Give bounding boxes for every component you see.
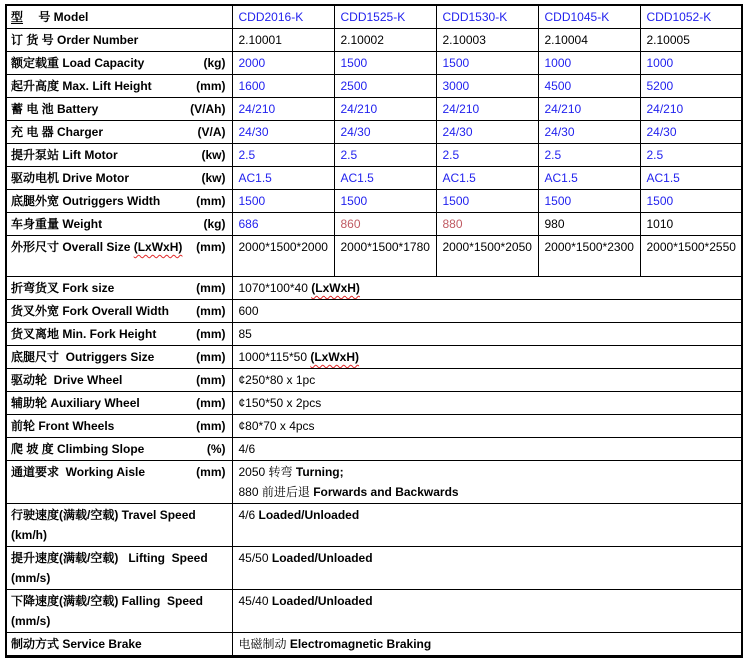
spec-label-cell <box>6 415 232 438</box>
table-row <box>6 504 742 547</box>
spec-unit: (mm) <box>196 281 226 295</box>
spec-value-cell-merged <box>232 633 742 657</box>
spec-unit: (mm/s) <box>11 614 51 628</box>
spec-value-cell: 2000*1500*1780 <box>334 236 436 277</box>
spec-value-cell: 686 <box>232 213 334 236</box>
spec-table <box>5 4 743 658</box>
table-row <box>6 236 742 277</box>
text-segment: 号 Model <box>23 10 89 24</box>
value-line <box>239 324 739 344</box>
spec-label-cell <box>6 590 232 633</box>
table-row <box>6 98 742 121</box>
text-segment: Loaded/Unloaded <box>258 508 360 522</box>
spec-value-cell: 24/30 <box>538 121 640 144</box>
spec-unit: (mm) <box>196 419 226 433</box>
spec-label <box>11 168 129 188</box>
table-row <box>6 392 742 415</box>
spec-label <box>11 53 144 73</box>
spec-label-cell <box>6 5 232 29</box>
text-segment: Forwards and Backwards <box>313 485 459 499</box>
table-row <box>6 190 742 213</box>
spec-value-cell: 1500 <box>436 190 538 213</box>
spec-value-cell: 24/30 <box>334 121 436 144</box>
spec-value-cell: 1500 <box>640 190 742 213</box>
spec-unit: (mm) <box>196 350 226 364</box>
text-segment: ¢250*80 x 1pc <box>238 373 316 387</box>
spec-unit: (mm) <box>196 465 226 479</box>
spec-label <box>11 278 114 298</box>
table-row <box>6 5 742 29</box>
spec-value-cell: 2.10004 <box>538 29 640 52</box>
table-row <box>6 547 742 590</box>
spec-value-cell: 1500 <box>436 52 538 75</box>
text-segment: 货叉离地 Min. Fork Height <box>11 327 157 341</box>
table-row <box>6 438 742 461</box>
spec-label-cell <box>6 121 232 144</box>
value-line <box>239 505 739 525</box>
spec-label <box>11 591 203 611</box>
spec-value-cell-merged <box>232 300 742 323</box>
value-line <box>239 393 739 413</box>
spec-label-cell <box>6 346 232 369</box>
spec-label <box>11 30 138 50</box>
spec-value-cell: 24/210 <box>640 98 742 121</box>
spec-label <box>11 347 154 367</box>
spec-unit: (kw) <box>201 171 226 185</box>
spec-value-cell: 4500 <box>538 75 640 98</box>
spec-value-cell: CDD1045-K <box>538 5 640 29</box>
spec-value-cell-merged <box>232 461 742 504</box>
value-line <box>239 301 739 321</box>
text-segment: 制动方式 Service Brake <box>11 637 142 651</box>
spec-label <box>11 214 102 234</box>
spec-label <box>11 634 142 654</box>
text-segment: 外形尺寸 Overall Size <box>11 240 134 254</box>
spec-label <box>11 122 103 142</box>
text-segment: 驱动电机 Drive Motor <box>11 171 130 185</box>
table-row <box>6 277 742 300</box>
spec-value-cell: 2.5 <box>334 144 436 167</box>
spec-value-cell: 2000*1500*2550 <box>640 236 742 277</box>
spec-label-cell <box>6 369 232 392</box>
spec-value-cell: 1600 <box>232 75 334 98</box>
value-line <box>239 548 739 568</box>
spec-unit: (kw) <box>201 148 226 162</box>
spec-value-cell: 1500 <box>232 190 334 213</box>
table-row <box>6 633 742 657</box>
spec-value-cell: 1500 <box>334 190 436 213</box>
spec-value-cell: 1010 <box>640 213 742 236</box>
spec-value-cell: CDD1525-K <box>334 5 436 29</box>
spec-value-cell-merged <box>232 504 742 547</box>
spec-label-cell <box>6 547 232 590</box>
spec-value-cell: 2500 <box>334 75 436 98</box>
text-segment: 驱动轮 Drive Wheel <box>11 373 123 387</box>
spec-value-cell: 1500 <box>334 52 436 75</box>
spec-value-cell: 2.5 <box>640 144 742 167</box>
spec-label <box>11 301 169 321</box>
spec-label-cell <box>6 167 232 190</box>
spec-label-cell <box>6 98 232 121</box>
spec-value-cell: 2000*1500*2000 <box>232 236 334 277</box>
value-line <box>239 462 739 482</box>
spec-label-cell <box>6 438 232 461</box>
spec-label <box>11 416 114 436</box>
text-segment: 订 货 号 Order Number <box>11 33 139 47</box>
spec-label <box>11 237 182 257</box>
table-row <box>6 75 742 98</box>
spec-label <box>11 393 140 413</box>
table-row <box>6 590 742 633</box>
spec-unit: (mm) <box>196 373 226 387</box>
text-segment: 2050 转弯 <box>238 465 296 479</box>
spec-unit: (%) <box>206 442 226 456</box>
text-segment: 45/40 <box>238 594 272 608</box>
spec-table-body <box>6 5 742 657</box>
text-segment: 600 <box>238 304 259 318</box>
spec-unit: (mm) <box>196 194 226 208</box>
table-row <box>6 300 742 323</box>
text-segment: 通道要求 Working Aisle <box>11 465 146 479</box>
text-segment: 底腿尺寸 Outriggers Size <box>11 350 155 364</box>
spec-value-cell-merged <box>232 547 742 590</box>
spec-value-cell: AC1.5 <box>436 167 538 190</box>
table-row <box>6 52 742 75</box>
spec-label-cell <box>6 75 232 98</box>
text-segment: 下降速度(满载/空载) Falling Speed <box>11 594 204 608</box>
table-row <box>6 144 742 167</box>
spec-value-cell: 2000 <box>232 52 334 75</box>
spec-unit: (mm) <box>196 396 226 410</box>
spec-label-cell <box>6 323 232 346</box>
spec-value-cell-merged <box>232 590 742 633</box>
spec-label-cell <box>6 213 232 236</box>
spec-value-cell: 2000*1500*2050 <box>436 236 538 277</box>
spec-value-cell-merged <box>232 346 742 369</box>
spec-value-cell: 2.5 <box>538 144 640 167</box>
value-line <box>239 634 739 654</box>
spec-value-cell: 2.10001 <box>232 29 334 52</box>
spec-value-cell-merged <box>232 415 742 438</box>
spec-value-cell: 2.10003 <box>436 29 538 52</box>
spec-value-cell: 24/210 <box>232 98 334 121</box>
text-segment: 起升高度 Max. Lift Height <box>11 79 152 93</box>
value-line <box>239 370 739 390</box>
text-segment: 4/6 <box>238 442 256 456</box>
spec-value-cell: 2.10005 <box>640 29 742 52</box>
text-segment: Turning; <box>295 465 344 479</box>
spec-value-cell: 2000*1500*2300 <box>538 236 640 277</box>
spec-label <box>11 439 144 459</box>
spec-value-cell-merged <box>232 323 742 346</box>
spec-value-cell: 980 <box>538 213 640 236</box>
spec-label-cell <box>6 633 232 657</box>
value-line <box>239 591 739 611</box>
spec-label <box>11 324 156 344</box>
table-row <box>6 369 742 392</box>
spec-value-cell: 2.5 <box>232 144 334 167</box>
table-row <box>6 415 742 438</box>
spec-unit: (mm) <box>196 240 226 254</box>
text-segment: 蓄 电 池 Battery <box>11 102 99 116</box>
spec-unit: (V/Ah) <box>190 102 226 116</box>
spec-unit: (mm) <box>196 304 226 318</box>
spec-unit: (mm/s) <box>11 571 51 585</box>
spec-label-cell <box>6 29 232 52</box>
value-line <box>239 416 739 436</box>
spec-value-cell: 24/30 <box>436 121 538 144</box>
table-row <box>6 346 742 369</box>
spec-value-cell: 24/30 <box>232 121 334 144</box>
text-segment: ¢150*50 x 2pcs <box>238 396 322 410</box>
table-row <box>6 121 742 144</box>
table-row <box>6 213 742 236</box>
table-row <box>6 461 742 504</box>
spec-value-cell: 1000 <box>538 52 640 75</box>
text-segment: Loaded/Unloaded <box>271 594 373 608</box>
text-segment: Electromagnetic Braking <box>289 637 432 651</box>
text-segment: (LxWxH) <box>133 240 183 254</box>
text-segment: ¢80*70 x 4pcs <box>238 419 315 433</box>
spec-value-cell-merged <box>232 392 742 415</box>
text-segment: 提升速度(满载/空载) Lifting Speed <box>11 551 208 565</box>
text-segment: 前轮 Front Wheels <box>11 419 115 433</box>
spec-value-cell: CDD1530-K <box>436 5 538 29</box>
spec-label <box>11 145 118 165</box>
spec-value-cell: CDD2016-K <box>232 5 334 29</box>
spec-unit: (mm) <box>196 327 226 341</box>
value-line <box>239 347 739 367</box>
spec-value-cell: CDD1052-K <box>640 5 742 29</box>
table-row <box>6 323 742 346</box>
spec-value-cell: AC1.5 <box>232 167 334 190</box>
text-segment: 辅助轮 Auxiliary Wheel <box>11 396 140 410</box>
spec-label-cell <box>6 392 232 415</box>
spec-value-cell: 860 <box>334 213 436 236</box>
text-segment: 880 前进后退 <box>238 485 314 499</box>
text-segment: 行驶速度(满载/空载) Travel Speed <box>11 508 196 522</box>
spec-value-cell: 2.10002 <box>334 29 436 52</box>
text-segment: 折弯货叉 Fork size <box>11 281 115 295</box>
text-segment: 1000*115*50 <box>238 350 311 364</box>
spec-label <box>11 505 196 525</box>
text-segment: 货叉外宽 Fork Overall Width <box>11 304 169 318</box>
text-segment: 1070*100*40 <box>238 281 312 295</box>
spec-value-cell: 880 <box>436 213 538 236</box>
spec-label-cell <box>6 277 232 300</box>
text-segment: 车身重量 Weight <box>11 217 103 231</box>
table-row <box>6 29 742 52</box>
table-row <box>6 167 742 190</box>
spec-label <box>11 370 122 390</box>
spec-value-cell: 1000 <box>640 52 742 75</box>
text-segment: Loaded/Unloaded <box>271 551 373 565</box>
spec-value-cell: 24/210 <box>334 98 436 121</box>
spec-value-cell-merged <box>232 277 742 300</box>
value-line <box>239 439 739 459</box>
text-segment: 4/6 <box>238 508 259 522</box>
text-segment: 底腿外宽 Outriggers Width <box>11 194 161 208</box>
text-segment: 爬 坡 度 Climbing Slope <box>11 442 145 456</box>
spec-value-cell-merged <box>232 369 742 392</box>
spec-label <box>11 99 98 119</box>
spec-value-cell: AC1.5 <box>538 167 640 190</box>
spec-label-cell <box>6 504 232 547</box>
text-segment: 充 电 器 Charger <box>11 125 104 139</box>
text-segment: (LxWxH) <box>311 281 360 295</box>
spec-value-cell: 3000 <box>436 75 538 98</box>
spec-label-cell <box>6 461 232 504</box>
spec-value-cell: 24/210 <box>538 98 640 121</box>
spec-label <box>11 462 145 482</box>
spec-label-cell <box>6 236 232 277</box>
value-line <box>239 278 739 298</box>
spec-unit: (km/h) <box>11 528 47 542</box>
spec-label <box>11 548 208 568</box>
text-segment: 电磁制动 <box>238 637 290 651</box>
spec-value-cell: 1500 <box>538 190 640 213</box>
text-segment: (LxWxH) <box>310 350 360 364</box>
spec-value-cell: 2.5 <box>436 144 538 167</box>
spec-value-cell: AC1.5 <box>640 167 742 190</box>
value-line <box>239 482 739 502</box>
text-segment: 额定载重 Load Capacity <box>11 56 145 70</box>
text-segment: 85 <box>238 327 252 341</box>
spec-value-cell: AC1.5 <box>334 167 436 190</box>
spec-label <box>11 76 152 96</box>
spec-value-cell: 24/210 <box>436 98 538 121</box>
text-segment: 型 <box>11 10 24 24</box>
text-segment: 45/50 <box>238 551 272 565</box>
spec-label-cell <box>6 144 232 167</box>
text-segment: 提升泵站 Lift Motor <box>11 148 118 162</box>
spec-label-cell <box>6 190 232 213</box>
spec-label <box>11 7 88 27</box>
spec-unit: (mm) <box>196 79 226 93</box>
spec-value-cell: 24/30 <box>640 121 742 144</box>
spec-unit: (kg) <box>203 56 226 70</box>
spec-unit: (kg) <box>203 217 226 231</box>
spec-label-cell <box>6 300 232 323</box>
spec-unit: (V/A) <box>197 125 226 139</box>
spec-value-cell: 5200 <box>640 75 742 98</box>
spec-value-cell-merged <box>232 438 742 461</box>
spec-label-cell <box>6 52 232 75</box>
spec-label <box>11 191 160 211</box>
